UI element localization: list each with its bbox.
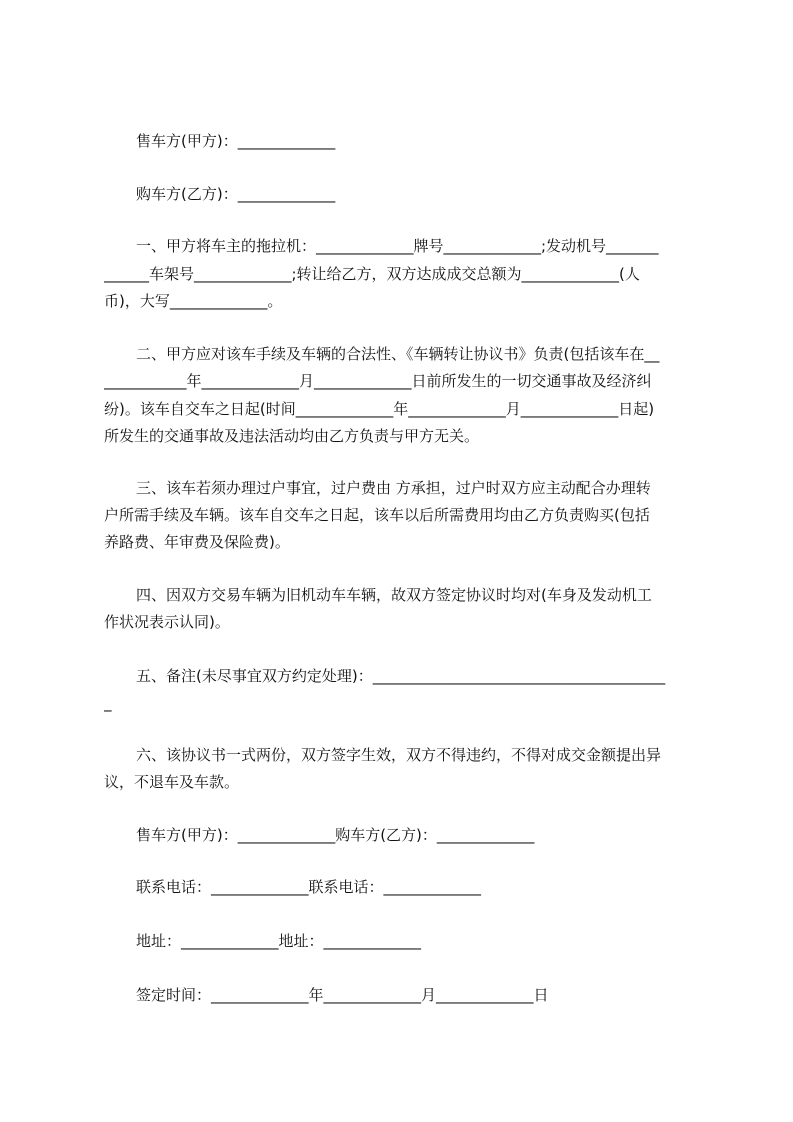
clause1-line1: 一、甲方将车主的拖拉机：_____________牌号_____________;发动机号_______: [136, 237, 659, 255]
buyer-line: 购车方(乙方)：_____________: [136, 185, 336, 203]
clause3-line3: 养路费、年审费及保险费)。: [104, 533, 290, 551]
clause2-line3: 纷)。该车自交车之日起(时间_____________年_____________月_____________日起): [104, 400, 655, 418]
clause4-line1: 四、因双方交易车辆为旧机动车车辆，故双方签定协议时均对(车身及发动机工: [136, 586, 652, 604]
clause6-line1: 六、该协议书一式两份，双方签字生效，双方不得违约，不得对成交金额提出异: [136, 746, 662, 764]
clause1-line3: 币)，大写_____________。: [104, 292, 283, 310]
seller-line: 售车方(甲方)：_____________: [136, 132, 336, 150]
clause3-line2: 户所需手续及车辆。该车自交车之日起，该车以后所需费用均由乙方负责购买(包括: [104, 506, 650, 524]
clause2-line2: ___________年_____________月_____________日前所发生的一切交通事故及经济纠: [104, 372, 652, 390]
clause2-line1: 二、甲方应对该车手续及车辆的合法性、《车辆转让协议书》负责(包括该车在__: [136, 345, 660, 363]
clause6-line2: 议，不退车及车款。: [104, 773, 240, 791]
clause2-line4: 所发生的交通事故及违法活动均由乙方负责与甲方无关。: [104, 427, 480, 445]
signature-phone-line: 联系电话：_____________联系电话：_____________: [136, 878, 482, 896]
clause5-line2: _: [104, 694, 112, 712]
signature-date-line: 签定时间：_____________年_____________月_____________日: [136, 986, 549, 1004]
signature-address-line: 地址：_____________地址：_____________: [136, 932, 422, 950]
signature-parties-line: 售车方(甲方)：_____________购车方(乙方)：_____________: [136, 826, 535, 844]
clause5-line1: 五、备注(未尽事宜双方约定处理)：_______________________________________: [136, 667, 666, 685]
clause3-line1: 三、该车若须办理过户事宜，过户费由 方承担，过户时双方应主动配合办理转: [136, 479, 651, 497]
clause4-line2: 作状况表示认同)。: [104, 613, 230, 631]
clause1-line2: ______车架号_____________;转让给乙方，双方达成成交总额为_____________(人: [104, 265, 640, 283]
